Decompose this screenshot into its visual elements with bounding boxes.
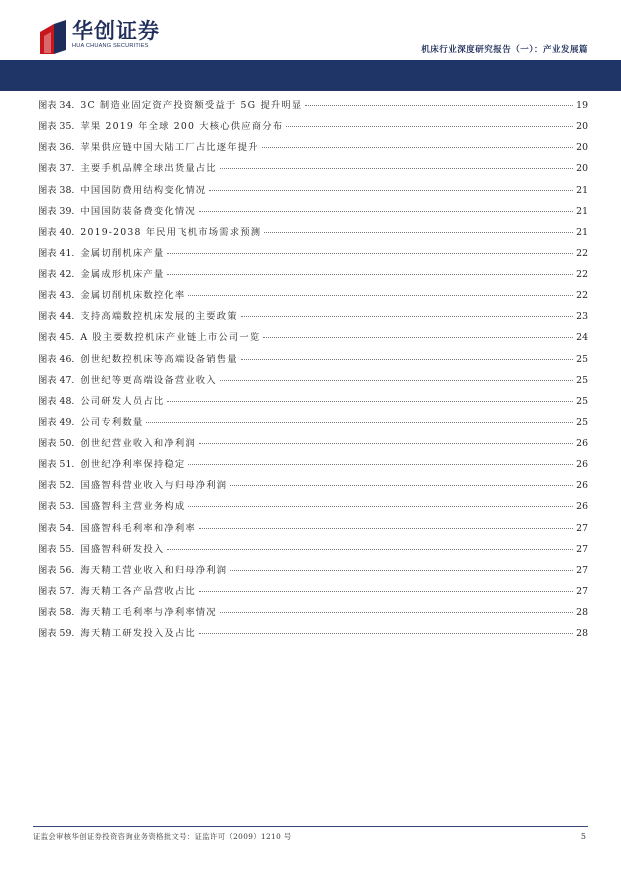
toc-entry[interactable] — [38, 625, 588, 646]
toc-leader-dots — [262, 147, 573, 148]
toc-entry[interactable] — [38, 562, 588, 583]
footer-divider — [33, 826, 588, 827]
toc-entry-page[interactable]: 19 — [576, 100, 588, 111]
toc-entry[interactable] — [38, 456, 588, 477]
toc-leader-dots — [199, 591, 573, 592]
toc-leader-dots — [199, 633, 573, 634]
toc-entry[interactable] — [38, 477, 588, 498]
toc-entry-number: 图表 56. — [38, 564, 75, 576]
toc-entry[interactable] — [38, 160, 588, 181]
toc-entry[interactable] — [38, 435, 588, 456]
toc-entry-title[interactable]: 创世纪等更高端设备营业收入 — [80, 374, 217, 386]
toc-entry[interactable] — [38, 583, 588, 604]
toc-entry[interactable] — [38, 245, 588, 266]
toc-entry-number: 图表 41. — [38, 247, 75, 259]
toc-entry-page[interactable]: 27 — [576, 522, 588, 534]
toc-entry[interactable] — [38, 393, 588, 414]
toc-entry-page[interactable]: 27 — [576, 543, 588, 555]
toc-entry[interactable] — [38, 266, 588, 287]
toc-leader-dots — [286, 126, 573, 127]
toc-entry-title[interactable]: 创世纪净利率保持稳定 — [80, 459, 186, 471]
toc-leader-dots — [305, 105, 573, 106]
toc-entry-title[interactable]: 金属切削机床数控化率 — [80, 290, 186, 302]
toc-entry-title[interactable]: 海天精工营业收入和归母净利润 — [80, 564, 228, 576]
toc-entry[interactable] — [38, 414, 588, 435]
toc-leader-dots — [146, 422, 573, 423]
toc-entry-number: 图表 34. — [38, 100, 75, 111]
toc-entry-page[interactable]: 21 — [576, 184, 588, 196]
toc-entry-title[interactable]: 苹果 2019 年全球 200 大核心供应商分布 — [80, 121, 284, 133]
toc-entry-title[interactable]: 海天精工各产品营收占比 — [80, 585, 196, 597]
toc-entry-number: 图表 39. — [38, 205, 75, 217]
toc-leader-dots — [264, 232, 573, 233]
toc-entry-page[interactable]: 27 — [576, 585, 588, 597]
toc-leader-dots — [188, 506, 573, 507]
toc-entry-number: 图表 53. — [38, 501, 75, 513]
report-title: 机床行业深度研究报告（一）：产业发展篇 — [421, 45, 588, 55]
toc-entry-title[interactable]: 公司专利数量 — [80, 416, 144, 428]
toc-entry-number: 图表 59. — [38, 628, 75, 640]
toc-entry-title[interactable]: 国盛智科营业收入与归母净利润 — [80, 480, 228, 492]
logo-chinese-name: 华创证券 — [72, 19, 160, 43]
toc-leader-dots — [167, 549, 573, 550]
toc-leader-dots — [220, 612, 573, 613]
toc-entry[interactable] — [38, 224, 588, 245]
toc-entry-number: 图表 52. — [38, 480, 75, 492]
toc-leader-dots — [263, 337, 573, 338]
toc-entry-title[interactable]: 苹果供应链中国大陆工厂占比逐年提升 — [80, 142, 259, 154]
toc-entry-number: 图表 42. — [38, 269, 75, 280]
page-number: 5 — [580, 832, 586, 841]
toc-leader-dots — [230, 485, 573, 486]
toc-entry-page[interactable]: 26 — [576, 501, 588, 513]
toc-leader-dots — [167, 274, 573, 275]
toc-entry-title[interactable]: 中国国防费用结构变化情况 — [80, 184, 207, 196]
toc-entry-title[interactable]: A 股主要数控机床产业链上市公司一览 — [80, 332, 261, 344]
toc-entry[interactable] — [38, 329, 588, 350]
toc-entry-page[interactable]: 22 — [576, 247, 588, 259]
toc-entry[interactable] — [38, 520, 588, 541]
toc-entry-page[interactable]: 23 — [576, 311, 588, 323]
toc-entry-number: 图表 38. — [38, 184, 75, 196]
toc-leader-dots — [167, 401, 573, 402]
toc-entry[interactable] — [38, 118, 588, 139]
toc-entry[interactable] — [38, 182, 588, 203]
toc-entry-page[interactable]: 28 — [576, 607, 588, 618]
toc-entry-page[interactable]: 27 — [576, 564, 588, 576]
huachuang-logo-icon — [38, 20, 68, 54]
toc-entry-page[interactable]: 24 — [576, 332, 588, 344]
toc-entry-title[interactable]: 创世纪营业收入和净利润 — [80, 438, 196, 449]
toc-entry-page[interactable]: 22 — [576, 290, 588, 302]
toc-leader-dots — [188, 464, 573, 465]
toc-entry-number: 图表 48. — [38, 395, 75, 407]
toc-entry[interactable] — [38, 97, 588, 118]
toc-entry-page[interactable]: 28 — [576, 628, 588, 640]
toc-leader-dots — [199, 211, 573, 212]
toc-entry-page[interactable]: 20 — [576, 142, 588, 154]
toc-entry-number: 图表 45. — [38, 332, 75, 344]
toc-entry-page[interactable]: 20 — [576, 163, 588, 175]
toc-entry-number: 图表 47. — [38, 374, 75, 386]
toc-entry-number: 图表 35. — [38, 121, 75, 133]
toc-entry[interactable] — [38, 498, 588, 519]
toc-entry-title[interactable]: 2019-2038 年民用飞机市场需求预测 — [80, 226, 262, 238]
toc-entry-page[interactable]: 25 — [576, 395, 588, 407]
toc-leader-dots — [220, 168, 573, 169]
toc-entry-title[interactable]: 支持高端数控机床发展的主要政策 — [80, 311, 238, 323]
toc-leader-dots — [241, 359, 573, 360]
toc-entry-page[interactable]: 26 — [576, 459, 588, 471]
toc-entry-title[interactable]: 国盛智科研发投入 — [80, 543, 165, 555]
toc-entry-title[interactable]: 海天精工毛利率与净利率情况 — [80, 607, 217, 618]
toc-entry-page[interactable]: 21 — [576, 226, 588, 238]
toc-entry-number: 图表 49. — [38, 416, 75, 428]
toc-entry-page[interactable]: 25 — [576, 353, 588, 365]
table-of-figures — [38, 97, 588, 646]
toc-leader-dots — [209, 190, 573, 191]
logo-english-name: HUA CHUANG SECURITIES — [72, 43, 149, 49]
toc-leader-dots — [199, 443, 573, 444]
toc-entry-title[interactable]: 国盛智科毛利率和净利率 — [80, 522, 196, 534]
toc-entry[interactable] — [38, 287, 588, 308]
toc-leader-dots — [199, 528, 573, 529]
toc-entry-title[interactable]: 创世纪数控机床等高端设备销售量 — [80, 353, 238, 365]
footer-disclaimer: 证监会审核华创证券投资咨询业务资格批文号：证监许可（2009）1210 号 — [33, 832, 292, 841]
toc-entry-page[interactable]: 25 — [576, 416, 588, 428]
toc-entry-title[interactable]: 3C 制造业固定资产投资额受益于 5G 提升明显 — [80, 100, 303, 111]
toc-entry-number: 图表 55. — [38, 543, 75, 555]
toc-entry[interactable] — [38, 203, 588, 224]
toc-leader-dots — [188, 295, 573, 296]
toc-entry-number: 图表 57. — [38, 585, 75, 597]
toc-entry-page[interactable]: 26 — [576, 438, 588, 449]
toc-entry-page[interactable]: 22 — [576, 269, 588, 280]
toc-entry-number: 图表 58. — [38, 607, 75, 618]
toc-entry-number: 图表 44. — [38, 311, 75, 323]
header-band — [0, 60, 621, 91]
toc-leader-dots — [167, 253, 573, 254]
toc-entry[interactable] — [38, 541, 588, 562]
toc-leader-dots — [241, 316, 573, 317]
toc-entry-number: 图表 46. — [38, 353, 75, 365]
toc-entry-page[interactable]: 25 — [576, 374, 588, 386]
toc-entry-title[interactable]: 海天精工研发投入及占比 — [80, 628, 196, 640]
toc-entry-title[interactable]: 主要手机品牌全球出货量占比 — [80, 163, 217, 175]
toc-entry-number: 图表 40. — [38, 226, 75, 238]
toc-entry-number: 图表 51. — [38, 459, 75, 471]
toc-leader-dots — [230, 570, 573, 571]
toc-entry-number: 图表 36. — [38, 142, 75, 154]
toc-entry-page[interactable]: 21 — [576, 205, 588, 217]
toc-entry-title[interactable]: 中国国防装备费变化情况 — [80, 205, 196, 217]
toc-entry-title[interactable]: 国盛智科主营业务构成 — [80, 501, 186, 513]
toc-entry-title[interactable]: 金属切削机床产量 — [80, 247, 165, 259]
toc-entry-page[interactable]: 26 — [576, 480, 588, 492]
toc-entry-title[interactable]: 公司研发人员占比 — [80, 395, 165, 407]
toc-entry[interactable] — [38, 372, 588, 393]
toc-entry[interactable] — [38, 604, 588, 625]
toc-entry-title[interactable]: 金属成形机床产量 — [80, 269, 165, 280]
toc-entry-number: 图表 50. — [38, 438, 75, 449]
toc-entry[interactable] — [38, 351, 588, 372]
company-logo — [38, 20, 160, 54]
toc-entry[interactable] — [38, 139, 588, 160]
toc-entry-number: 图表 43. — [38, 290, 75, 302]
toc-entry-page[interactable]: 20 — [576, 121, 588, 133]
toc-entry[interactable] — [38, 308, 588, 329]
toc-leader-dots — [220, 380, 573, 381]
toc-entry-number: 图表 54. — [38, 522, 75, 534]
toc-entry-number: 图表 37. — [38, 163, 75, 175]
